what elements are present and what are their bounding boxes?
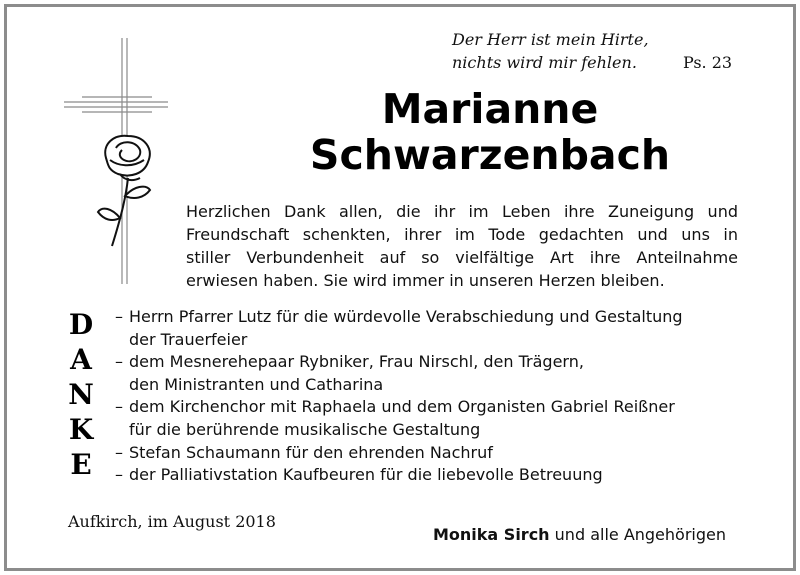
- thanks-line-1: Herzlichen Dank allen, die ihr im Leben ihre Zuneigung und: [186, 202, 738, 221]
- thanks-line-3: stiller Verbundenheit auf so vielfältige Art ihre Anteilnahme: [186, 248, 738, 267]
- quote-line-1: Der Herr ist mein Hirte,: [452, 30, 649, 49]
- thanks-paragraph: [186, 200, 738, 292]
- list-item: [115, 442, 745, 465]
- quote-reference: Ps. 23: [683, 53, 733, 72]
- list-dash: –: [115, 465, 123, 485]
- bible-quote: [452, 28, 652, 74]
- last-name: Schwarzenbach: [309, 131, 671, 179]
- list-item: [115, 306, 745, 351]
- signature-line: [433, 525, 726, 544]
- signer-rest: und alle Angehörigen: [549, 525, 726, 544]
- danke-letter: A: [70, 343, 92, 376]
- list-item: [115, 464, 745, 487]
- danke-vertical: [64, 307, 98, 482]
- list-item: [115, 396, 745, 441]
- danke-letter: N: [68, 378, 94, 411]
- danke-letter: E: [70, 448, 92, 481]
- list-dash: –: [115, 397, 123, 417]
- list-item-line: der Trauerfeier: [129, 329, 248, 349]
- quote-line-2: nichts wird mir fehlen.: [452, 53, 637, 72]
- deceased-name: [280, 86, 700, 178]
- list-item-line: Stefan Schaumann für den ehrenden Nachruf: [129, 442, 493, 462]
- list-item-line: dem Mesnerehepaar Rybniker, Frau Nirschl, den Trägern,: [129, 352, 584, 372]
- list-item-line: für die berührende musikalische Gestaltung: [129, 419, 481, 439]
- list-dash: –: [115, 352, 123, 372]
- place-and-date: Aufkirch, im August 2018: [68, 512, 276, 531]
- signer-name: Monika Sirch: [433, 525, 550, 544]
- thanks-list: [115, 306, 745, 487]
- list-item-line: den Ministranten und Catharina: [129, 374, 384, 394]
- list-item-line: dem Kirchenchor mit Raphaela und dem Organisten Gabriel Reißner: [129, 397, 675, 417]
- list-dash: –: [115, 307, 123, 326]
- list-dash: –: [115, 442, 123, 462]
- thanks-line-4: erwiesen haben. Sie wird immer in unseren Herzen bleiben.: [186, 271, 665, 290]
- first-name: Marianne: [381, 85, 599, 133]
- danke-letter: K: [68, 413, 94, 446]
- cross-with-rose-icon: [62, 36, 172, 286]
- thanks-line-2: Freundschaft schenkten, ihrer im Tode gedachten und uns in: [186, 225, 738, 244]
- list-item: [115, 351, 745, 396]
- list-item-line: Herrn Pfarrer Lutz für die würdevolle Verabschiedung und Gestaltung: [129, 307, 683, 326]
- danke-letter: D: [68, 308, 94, 341]
- list-item-line: der Palliativstation Kaufbeuren für die liebevolle Betreuung: [129, 465, 603, 485]
